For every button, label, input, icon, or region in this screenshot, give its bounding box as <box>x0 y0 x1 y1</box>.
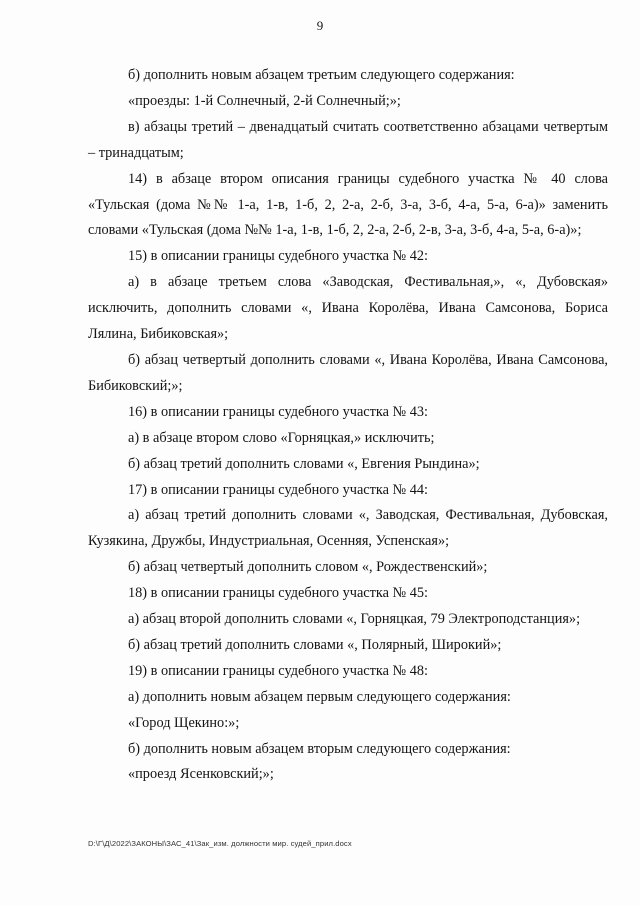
paragraph: в) абзацы третий – двенадцатый считать соответственно абзацами четвертым – тринадцатым; <box>88 118 608 161</box>
paragraph: а) абзац третий дополнить словами «, Заводская, Фестивальная, Дубовская, Кузякина, Дружбы, Индустриальная, Осенняя, Успенская»; <box>88 507 608 550</box>
paragraph: б) абзац четвертый дополнить словом «, Рождественский»; <box>128 559 488 576</box>
paragraph: 16) в описании границы судебного участка № 43: <box>128 403 429 420</box>
paragraph: б) абзац четвертый дополнить словами «, Ивана Королёва, Ивана Самсонова, Бибиковский;»; <box>88 351 608 394</box>
paragraph: 17) в описании границы судебного участка № 44: <box>128 481 429 498</box>
paragraph: а) в абзаце втором слово «Горняцкая,» исключить; <box>128 429 435 446</box>
paragraph: б) дополнить новым абзацем вторым следующего содержания: <box>128 740 511 757</box>
paragraph: «проезд Ясенковский;»; <box>128 766 274 783</box>
paragraph: «проезды: 1-й Солнечный, 2-й Солнечный;»; <box>128 92 401 109</box>
document-body <box>88 63 608 788</box>
paragraph: а) дополнить новым абзацем первым следующего содержания: <box>128 688 511 705</box>
paragraph: «Город Щекино:»; <box>128 714 240 731</box>
footer-file-path: D:\Г\Д\2022\ЗАКОНЫ\ЗАС_41\Зак_изм. должности мир. судей_прил.docx <box>88 839 352 848</box>
paragraph: 19) в описании границы судебного участка № 48: <box>128 662 429 679</box>
paragraph: а) абзац второй дополнить словами «, Горняцкая, 79 Электроподстанция»; <box>128 611 581 628</box>
paragraph: 14) в абзаце втором описания границы судебного участка № 40 слова «Тульская (дома №№ 1-а, 1-в, 1-б, 2, 2-а, 2-б, 3-а, 3-б, 4-а, 5-а, 6-а)» заменить словами «Тульская (дома №№ 1-а, 1-в, 1-б, 2, 2-а, 2-б, 2-в, 3-а, 3-б, 4-а, 5-а, 6-а)»; <box>88 170 608 239</box>
paragraph: а) в абзаце третьем слова «Заводская, Фестивальная,», «, Дубовская» исключить, дополнить словами «, Ивана Королёва, Ивана Самсонова, Бориса Лялина, Бибиковская»; <box>88 274 608 343</box>
paragraph: 18) в описании границы судебного участка № 45: <box>128 585 429 602</box>
paragraph: 15) в описании границы судебного участка № 42: <box>128 248 429 265</box>
paragraph: б) дополнить новым абзацем третьим следующего содержания: <box>128 67 515 83</box>
paragraph: б) абзац третий дополнить словами «, Полярный, Широкий»; <box>128 636 502 653</box>
paragraph: б) абзац третий дополнить словами «, Евгения Рындина»; <box>128 455 480 472</box>
page-number: 9 <box>316 18 324 33</box>
